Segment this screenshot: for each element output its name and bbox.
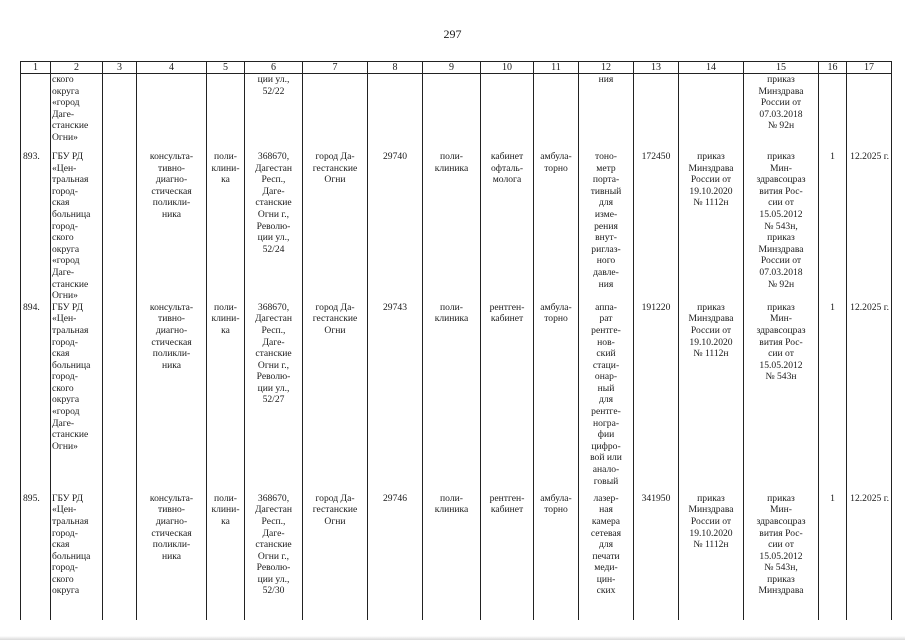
settlement-cell (303, 74, 368, 152)
order-cell (679, 74, 744, 152)
quantity-cell (819, 74, 847, 152)
table-row (21, 493, 892, 620)
code-cell: 29740 (368, 151, 423, 302)
column-header: 11 (534, 62, 579, 74)
column-header: 12 (579, 62, 634, 74)
department-cell: поли- клиника (423, 151, 481, 302)
room-cell: рентген- кабинет (481, 493, 534, 620)
column-header: 10 (481, 62, 534, 74)
column-header: 14 (679, 62, 744, 74)
unit-type-cell: консульта- тивно- диагно- стическая поликли- ника (137, 302, 207, 493)
settlement-cell: город Да- гестанские Огни (303, 302, 368, 493)
code-cell: 29743 (368, 302, 423, 493)
column-header: 16 (819, 62, 847, 74)
care-mode-cell: амбула- торно (534, 151, 579, 302)
organization-cell: ГБУ РД «Цен- тральная город- ская больница город- ского округа (51, 493, 103, 620)
settlement-cell: город Да- гестанские Огни (303, 151, 368, 302)
quantity-cell: 1 (819, 493, 847, 620)
equipment-code-cell: 191220 (634, 302, 679, 493)
equipment-register-table (20, 61, 892, 620)
room-cell: рентген- кабинет (481, 302, 534, 493)
scan-edge (0, 636, 905, 640)
page-number: 297 (443, 27, 462, 41)
table-row (21, 302, 892, 493)
deadline-cell: 12.2025 г. (847, 302, 892, 493)
row-number-cell (21, 74, 51, 152)
quantity-cell: 1 (819, 151, 847, 302)
room-cell (481, 74, 534, 152)
address-cell: 368670, Дагестан Респ., Даге- станские Огни г., Револю- ции ул., 52/27 (245, 302, 303, 493)
equipment-code-cell: 341950 (634, 493, 679, 620)
standard-cell: приказ Мин- здравсоцраз вития Рос- сии от 15.05.2012 № 543н (744, 302, 819, 493)
care-mode-cell: амбула- торно (534, 493, 579, 620)
quantity-cell: 1 (819, 302, 847, 493)
department-cell: поли- клиника (423, 493, 481, 620)
unit-type-cell (137, 74, 207, 152)
equipment-cell: ния (579, 74, 634, 152)
column-header: 1 (21, 62, 51, 74)
column-header: 4 (137, 62, 207, 74)
row-number-cell: 895. (21, 493, 51, 620)
address-cell: ции ул., 52/22 (245, 74, 303, 152)
column-header: 9 (423, 62, 481, 74)
column-header: 17 (847, 62, 892, 74)
equipment-code-cell: 172450 (634, 151, 679, 302)
unit-type-cell: консульта- тивно- диагно- стическая поликли- ника (137, 493, 207, 620)
deadline-cell: 12.2025 г. (847, 151, 892, 302)
unit-cell (207, 74, 245, 152)
equipment-cell: тоно- метр порта- тивный для изме- рения внут- риглаз- ного давле- ния (579, 151, 634, 302)
room-cell: кабинет офталь- молога (481, 151, 534, 302)
column-header: 2 (51, 62, 103, 74)
column-header: 13 (634, 62, 679, 74)
column-header: 8 (368, 62, 423, 74)
table-row (21, 151, 892, 302)
row-number-cell: 894. (21, 302, 51, 493)
care-mode-cell: амбула- торно (534, 302, 579, 493)
table-cell (103, 302, 137, 493)
address-cell: 368670, Дагестан Респ., Даге- станские Огни г., Револю- ции ул., 52/30 (245, 493, 303, 620)
department-cell (423, 74, 481, 152)
code-cell: 29746 (368, 493, 423, 620)
unit-type-cell: консульта- тивно- диагно- стическая поликли- ника (137, 151, 207, 302)
column-header: 15 (744, 62, 819, 74)
standard-cell: приказ Мин- здравсоцраз вития Рос- сии от 15.05.2012 № 543н, приказ Минздрава (744, 493, 819, 620)
column-header: 3 (103, 62, 137, 74)
column-header: 6 (245, 62, 303, 74)
organization-cell: ского округа «город Даге- станские Огни» (51, 74, 103, 152)
unit-cell: поли- клини- ка (207, 493, 245, 620)
row-number-cell: 893. (21, 151, 51, 302)
order-cell: приказ Минздрава России от 19.10.2020 № 1112н (679, 493, 744, 620)
column-number-row (21, 62, 892, 74)
equipment-code-cell (634, 74, 679, 152)
code-cell (368, 74, 423, 152)
table-cell (103, 74, 137, 152)
equipment-cell: аппа- рат рентге- нов- ский стаци- онар- ный для рентге- ногра- фии цифро- вой или анало- говый (579, 302, 634, 493)
column-header: 7 (303, 62, 368, 74)
table-cell (103, 151, 137, 302)
department-cell: поли- клиника (423, 302, 481, 493)
care-mode-cell (534, 74, 579, 152)
order-cell: приказ Минздрава России от 19.10.2020 № 1112н (679, 151, 744, 302)
column-header: 5 (207, 62, 245, 74)
settlement-cell: город Да- гестанские Огни (303, 493, 368, 620)
table-row (21, 74, 892, 152)
deadline-cell (847, 74, 892, 152)
order-cell: приказ Минздрава России от 19.10.2020 № 1112н (679, 302, 744, 493)
unit-cell: поли- клини- ка (207, 151, 245, 302)
equipment-cell: лазер- ная камера сетевая для печати меди- цин- ских (579, 493, 634, 620)
address-cell: 368670, Дагестан Респ., Даге- станские Огни г., Револю- ции ул., 52/24 (245, 151, 303, 302)
organization-cell: ГБУ РД «Цен- тральная город- ская больница город- ского округа «город Даге- станские Огни» (51, 151, 103, 302)
deadline-cell: 12.2025 г. (847, 493, 892, 620)
unit-cell: поли- клини- ка (207, 302, 245, 493)
standard-cell: приказ Минздрава России от 07.03.2018 № 92н (744, 74, 819, 152)
table-cell (103, 493, 137, 620)
organization-cell: ГБУ РД «Цен- тральная город- ская больница город- ского округа «город Даге- станские Огни» (51, 302, 103, 493)
standard-cell: приказ Мин- здравсоцраз вития Рос- сии от 15.05.2012 № 543н, приказ Минздрава России от 07.03.2018 № 92н (744, 151, 819, 302)
